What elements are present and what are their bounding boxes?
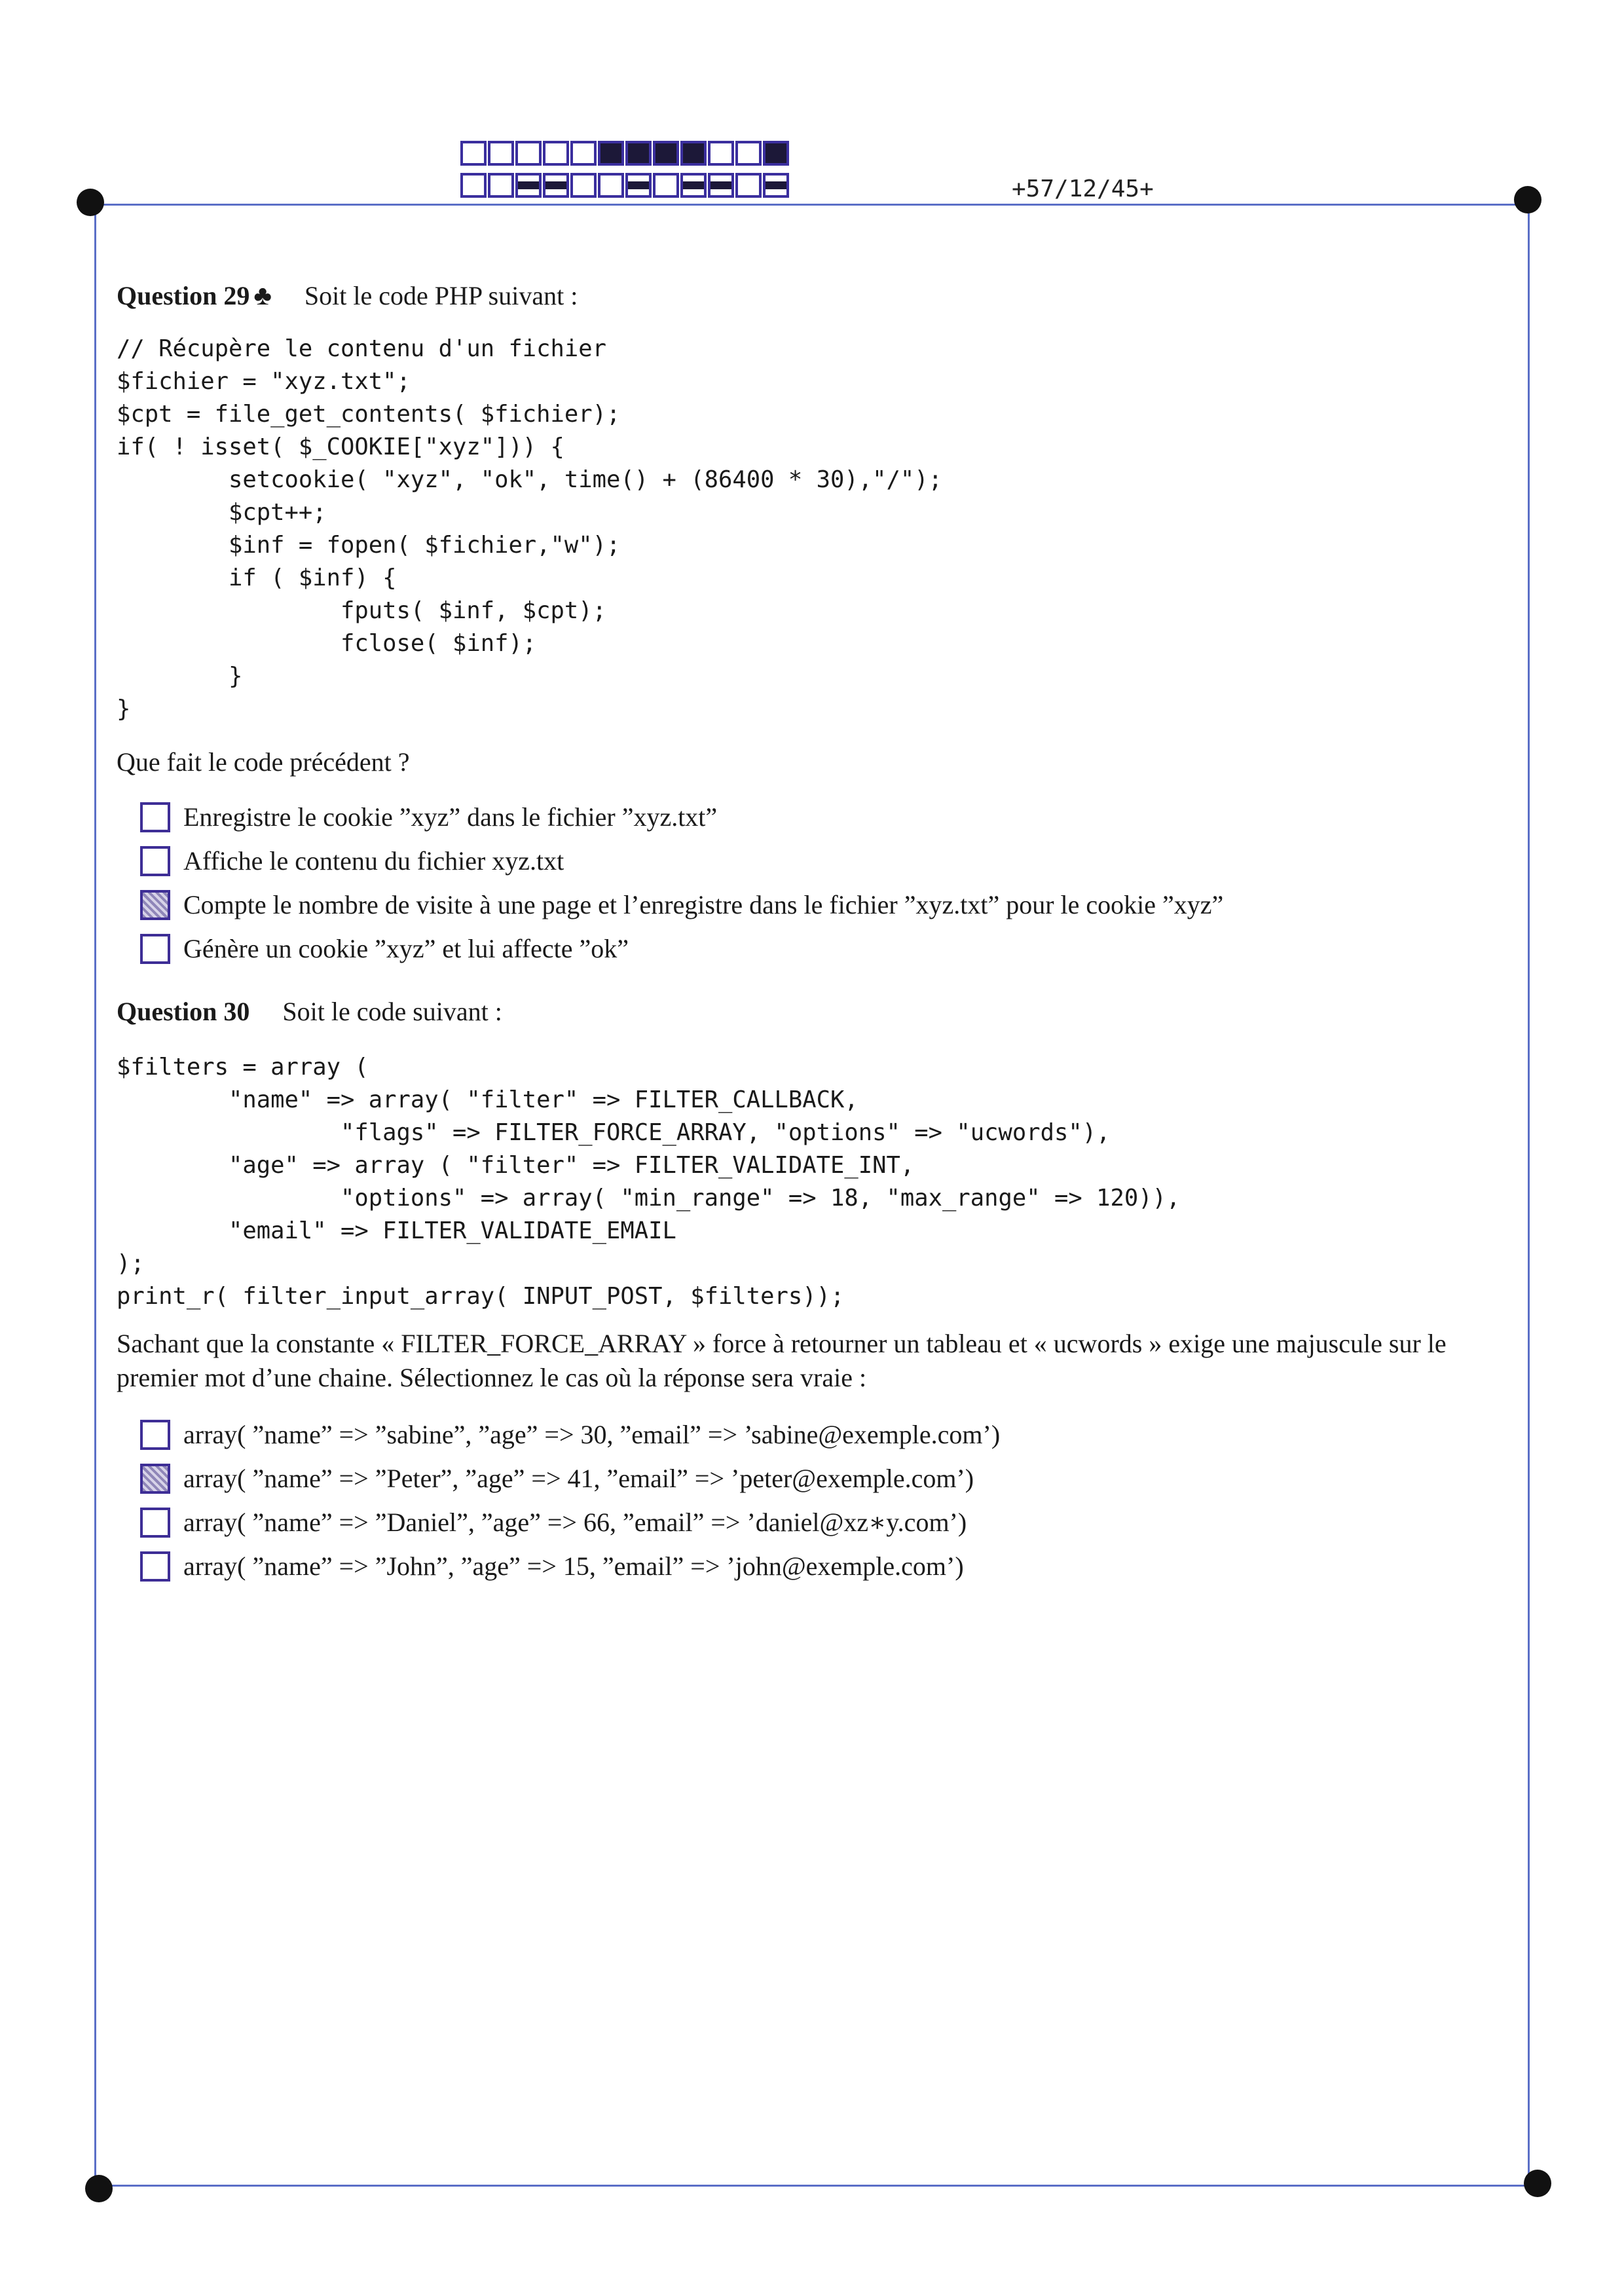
frame-bottom-border [99, 2185, 1536, 2187]
page-code-row-1-box [543, 141, 569, 166]
club-icon: ♣ [253, 281, 272, 311]
answer-checkbox[interactable] [140, 890, 170, 920]
corner-marker-top-left [77, 189, 104, 216]
page-code-row-1-box [625, 141, 652, 166]
corner-marker-bottom-right [1524, 2170, 1551, 2197]
question-29-code: // Récupère le contenu d'un fichier $fichier = "xyz.txt"; $cpt = file_get_contents( $fichier); if( ! isset( $_COOKIE["xyz"])) { setcookie( "xyz", "ok", time() + (86400 * 30),"/"); $cpt++; $inf = fopen( $fichier,"w"); if ( $inf) { fputs( $inf, $cpt); fclose( $inf); } } [117, 335, 942, 722]
page-code-boxes-row-2 [460, 173, 790, 198]
page-code-row-2-box [680, 173, 707, 198]
answer-choice-text: Compte le nombre de visite à une page et l’enregistre dans le fichier ”xyz.txt” pour le cookie ”xyz” [183, 890, 1224, 919]
answer-choice-text: array( ”name” => ”Daniel”, ”age” => 66, ”email” => ’daniel@xz∗y.com’) [183, 1508, 967, 1537]
page-code-row-2-box [653, 173, 679, 198]
answer-choice[interactable] [140, 795, 1223, 839]
answer-checkbox[interactable] [140, 1420, 170, 1450]
page-code-row-1-box [515, 141, 542, 166]
page-code-row-2-box [735, 173, 762, 198]
page-code-row-2-box [543, 173, 569, 198]
answer-choice[interactable] [140, 1456, 1000, 1500]
answer-choice-text: array( ”name” => ”John”, ”age” => 15, ”email” => ’john@exemple.com’) [183, 1551, 964, 1581]
page-code-row-1-box [680, 141, 707, 166]
answer-choice-text: Enregistre le cookie ”xyz” dans le fichier ”xyz.txt” [183, 802, 718, 832]
corner-marker-top-right [1514, 186, 1541, 213]
page-code-row-1-box [763, 141, 789, 166]
page-code-row-1-box [708, 141, 734, 166]
frame-right-border [1528, 204, 1530, 2185]
page-code-row-2-box [708, 173, 734, 198]
answer-choice[interactable] [140, 883, 1223, 927]
page-code-row-2-box [460, 173, 487, 198]
page-code-row-1-box [653, 141, 679, 166]
question-29-header [117, 280, 578, 312]
question-29-label: Question 29 [117, 281, 250, 310]
question-30-label: Question 30 [117, 997, 250, 1026]
page-code-row-1-box [735, 141, 762, 166]
frame-left-border [94, 204, 96, 2185]
page-code-row-2-box [598, 173, 624, 198]
question-29-prompt: Que fait le code précédent ? [117, 747, 410, 777]
answer-choice[interactable] [140, 1500, 1000, 1544]
answer-checkbox[interactable] [140, 1508, 170, 1538]
answer-checkbox[interactable] [140, 802, 170, 832]
question-30-intro: Soit le code suivant : [282, 997, 502, 1026]
page-code-row-2-box [625, 173, 652, 198]
answer-choice[interactable] [140, 1544, 1000, 1588]
page-code-boxes-row-1 [460, 141, 790, 166]
answer-choice-text: Affiche le contenu du fichier xyz.txt [183, 846, 564, 876]
page-code-row-2-box [570, 173, 597, 198]
frame-top-border [94, 204, 1529, 206]
answer-checkbox[interactable] [140, 1551, 170, 1582]
question-30-choices [140, 1413, 1000, 1588]
question-30-header [117, 996, 502, 1027]
page-code-row-1-box [598, 141, 624, 166]
answer-choice[interactable] [140, 839, 1223, 883]
corner-marker-bottom-left [85, 2175, 113, 2202]
answer-checkbox[interactable] [140, 1464, 170, 1494]
question-30-prompt: Sachant que la constante « FILTER_FORCE_ARRAY » force à retourner un tableau et « ucwords » exige une majuscule sur le premier mot d’une chaine. Sélectionnez le cas où la réponse sera vraie : [117, 1329, 1447, 1392]
answer-choice-text: array( ”name” => ”Peter”, ”age” => 41, ”email” => ’peter@exemple.com’) [183, 1464, 974, 1493]
answer-choice[interactable] [140, 1413, 1000, 1456]
question-30-code: $filters = array ( "name" => array( "filter" => FILTER_CALLBACK, "flags" => FILTER_FORCE_ARRAY, "options" => "ucwords"), "age" => array ( "filter" => FILTER_VALIDATE_INT, "options" => array( "min_range" => 18, "max_range" => 120)), "email" => FILTER_VALIDATE_EMAIL ); print_r( filter_input_array( INPUT_POST, $filters)); [117, 1054, 1181, 1310]
answer-choice[interactable] [140, 927, 1223, 971]
question-29-choices [140, 795, 1223, 971]
answer-choice-text: array( ”name” => ”sabine”, ”age” => 30, ”email” => ’sabine@exemple.com’) [183, 1420, 1001, 1449]
page-code-row-1-box [488, 141, 514, 166]
page-code-row-2-box [515, 173, 542, 198]
page-code-row-2-box [488, 173, 514, 198]
answer-checkbox[interactable] [140, 846, 170, 876]
question-29-intro: Soit le code PHP suivant : [304, 281, 578, 310]
page-code-row-1-box [460, 141, 487, 166]
page-identifier: +57/12/45+ [1012, 176, 1154, 202]
answer-checkbox[interactable] [140, 934, 170, 964]
page-code-row-1-box [570, 141, 597, 166]
page-code-row-2-box [763, 173, 789, 198]
answer-choice-text: Génère un cookie ”xyz” et lui affecte ”ok” [183, 934, 629, 963]
